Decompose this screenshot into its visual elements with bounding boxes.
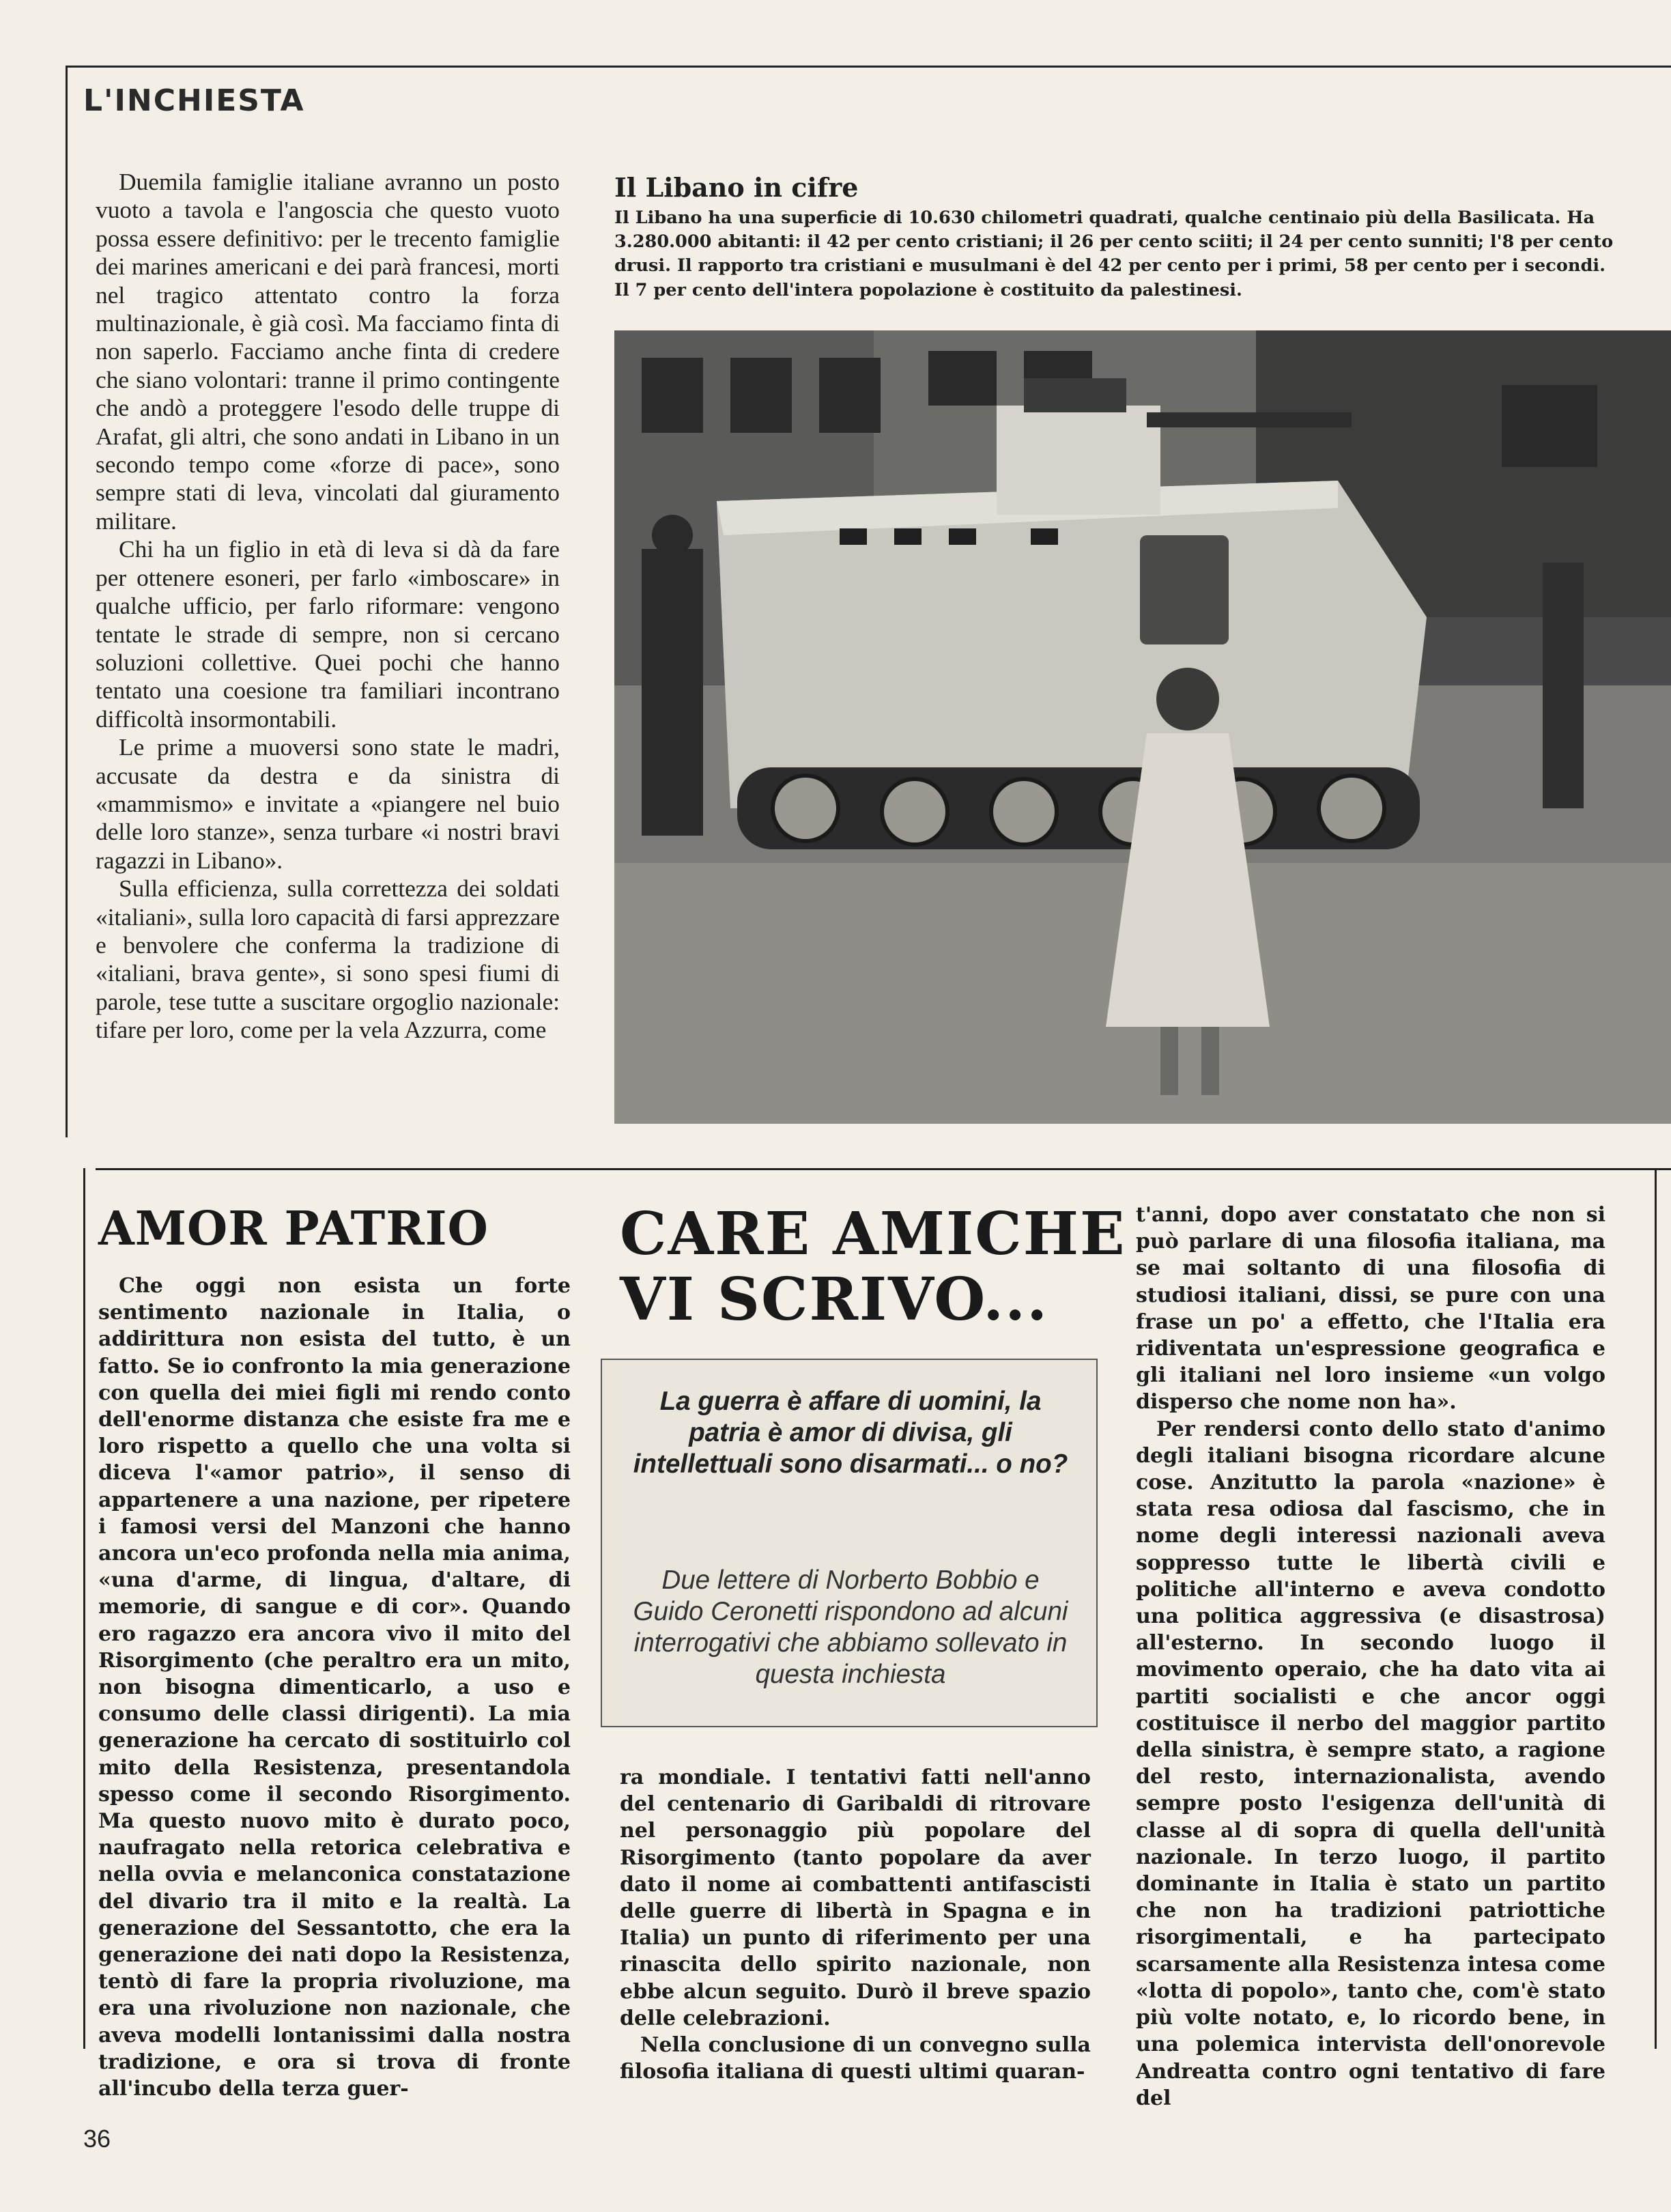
callout-description: Due lettere di Norberto Bobbio e Guido Ceronetti rispondono ad alcuni interrogativi che abbiamo sollevato in questa inchiesta — [633, 1565, 1068, 1689]
photo-illustration-icon — [614, 330, 1671, 1124]
right-column-paragraph: t'anni, dopo aver constatato che non si può parlare di una filosofia italiana, ma se mai soltanto di una filosofia di studiosi italiani, dissi, se pure con una frase un po' a effetto, che l'Italia era ridiventata un'espressione geografica e gli italiani nel loro insieme «un volgo disperso che nome non ha». — [1136, 1203, 1605, 1415]
section-label: L'INCHIESTA — [83, 83, 305, 118]
right-column-paragraph: Per rendersi conto dello stato d'animo degli italiani bisogna ricordare alcune cose. Anzitutto la parola «nazione» è stata resa odiosa dal fascismo, che in nome degli interessi nazionali aveva soppresso tutte le libertà civili e politiche all'interno e aveva condotto una politica aggressiva (e disastrosa) all'esterno. In secondo luogo il movimento operaio, che ha dato vita ai partiti socialisti e che ancor oggi costituisce il nerbo del maggior partito della sinistra, è sempre stato, a ragione del resto, internazionalista, avendo sempre posto l'esigenza dell'unità di classe al di sopra di quella dell'unità nazionale. In terzo luogo, il partito dominante in Italia è stato un partito che non ha tradizioni patriottiche risorgimentali, e ha partecipato scarsamente alla Resistenza intesa come «lotta di popolo», tanto che, com'è stato più volte notato, e, lo ricordo bene, in una polemica intervista dell'onorevole Andreatta contro ogni tentativo di fare del — [1136, 1417, 1605, 2110]
amor-patrio-paragraph: Che oggi non esista un forte sentimento nazionale in Italia, o addirittura non esista del tutto, è un fatto. Se io confronto la mia generazione con quella dei miei figli mi rendo conto dell'enorme distanza che esiste fra me e loro rispetto a quello che una volta si diceva l'«amor patrio», il senso di appartenere a una nazione, per ripetere i famosi versi del Manzoni che hanno ancora un'eco profonda nella mia anima, «una d'arme, di lingua, d'altare, di memorie, di sangue e di cor». Quando ero ragazzo era ancora vivo il mito del Risorgimento (che peraltro era un mito, non bisogna dimenticarlo, a uso e consumo delle classi dirigenti). La mia generazione ha cercato di sostituirlo col mito della Resistenza, presentandola spesso come il secondo Risorgimento. Ma questo nuovo mito è durato poco, naufragato nella retorica celebrativa e nella ovvia e melanconica constatazione del divario tra il mito e la realtà. La generazione del Sessantotto, che era la generazione dei nati dopo la Resistenza, tentò di fare la propria rivoluzione, ma era una rivoluzione non nazionale, che aveva modelli lontanissimi dalla nostra tradizione, e ora si trova di fronte all'incubo della terza guer- — [98, 1274, 571, 2101]
sidebar-text: Il Libano ha una superficie di 10.630 chilometri quadrati, qualche centinaio più della Basilicata. Ha 3.280.000 abitanti: il 42 per cento cristiani; il 26 per cento sciiti; il 24 per cento sunniti; l'8 per cento drusi. Il rapporto tra cristiani e musulmani è del 42 per cento per i primi, 58 per cento per i secondi. Il 7 per cento dell'intera popolazione è costituito da palestinesi. — [614, 208, 1614, 300]
intro-paragraph: Sulla efficienza, sulla correttezza dei soldati «italiani», sulla loro capacità di farsi apprezzare e benvolere che conferma la tradizione di «italiani, brava gente», si sono spesi fiumi di parole, tese tutte a suscitare orgoglio nazionale: tifare per loro, come per la vela Azzurra, come — [96, 875, 560, 1044]
mid-rule — [96, 1168, 1671, 1170]
news-photo — [614, 330, 1671, 1124]
lower-left-rule — [83, 1168, 85, 2049]
intro-paragraph: Duemila famiglie italiane avranno un posto vuoto a tavola e l'angoscia che questo vuoto possa essere definitivo: per le trecento famiglie dei marines americani e dei parà francesi, morti nel tragico attentato contro la forza multinazionale, è già così. Ma facciamo finta di non saperlo. Facciamo anche finta di credere che siano volontari: tranne il primo contingente che andò a proteggere l'esodo delle truppe di Arafat, gli altri, che sono andati in Libano in un secondo tempo come «forze di pace», sono sempre stati di leva, vincolati dal giuramento militare. — [96, 168, 560, 535]
callout-box — [601, 1359, 1098, 1727]
intro-column — [96, 168, 560, 1135]
amor-patrio-heading: AMOR PATRIO — [98, 1202, 489, 1256]
right-column — [1136, 1202, 1605, 2110]
care-amiche-paragraph: Nella conclusione di un convegno sulla filosofia italiana di questi ultimi quaran- — [620, 2033, 1091, 2084]
right-frame-rule — [1655, 1168, 1657, 2049]
intro-paragraph: Chi ha un figlio in età di leva si dà da fare per ottenere esoneri, per farlo «imboscare» in qualche ufficio, per farlo riformare: vengono tentate le strade di sempre, non si cercano soluzioni collettive. Quei pochi che hanno tentato una coesione tra familiari incontrano difficoltà insormontabili. — [96, 535, 560, 733]
top-rule — [66, 66, 1671, 68]
amor-patrio-text — [98, 1273, 571, 2101]
care-amiche-heading-line2: VI SCRIVO... — [620, 1265, 1049, 1334]
sidebar-title: Il Libano in cifre — [614, 172, 859, 203]
care-amiche-heading-line1: CARE AMICHE — [620, 1200, 1126, 1268]
care-amiche-text — [620, 1764, 1091, 2084]
care-amiche-paragraph: ra mondiale. I tentativi fatti nell'anno del centenario di Garibaldi di ritrovare nel personaggio più popolare del Risorgimento (tanto popolare da aver dato il nome ai combattenti antifascisti delle guerre di libertà in Spagna e in Italia) un punto di riferimento per una rinascita dello spirito nazionale, non ebbe alcun seguito. Durò il breve spazio delle celebrazioni. — [620, 1766, 1091, 2030]
left-frame-rule — [66, 66, 68, 1137]
callout-question: La guerra è affare di uomini, la patria è amor di divisa, gli intellettuali sono disarmati... o no? — [633, 1387, 1068, 1479]
page-number: 36 — [83, 2125, 111, 2153]
intro-paragraph: Le prime a muoversi sono state le madri, accusate da destra e da sinistra di «mammismo» e invitate a «piangere nel buio delle loro stanze», senza turbare «i nostri bravi ragazzi in Libano». — [96, 733, 560, 874]
care-amiche-heading — [620, 1202, 1139, 1333]
